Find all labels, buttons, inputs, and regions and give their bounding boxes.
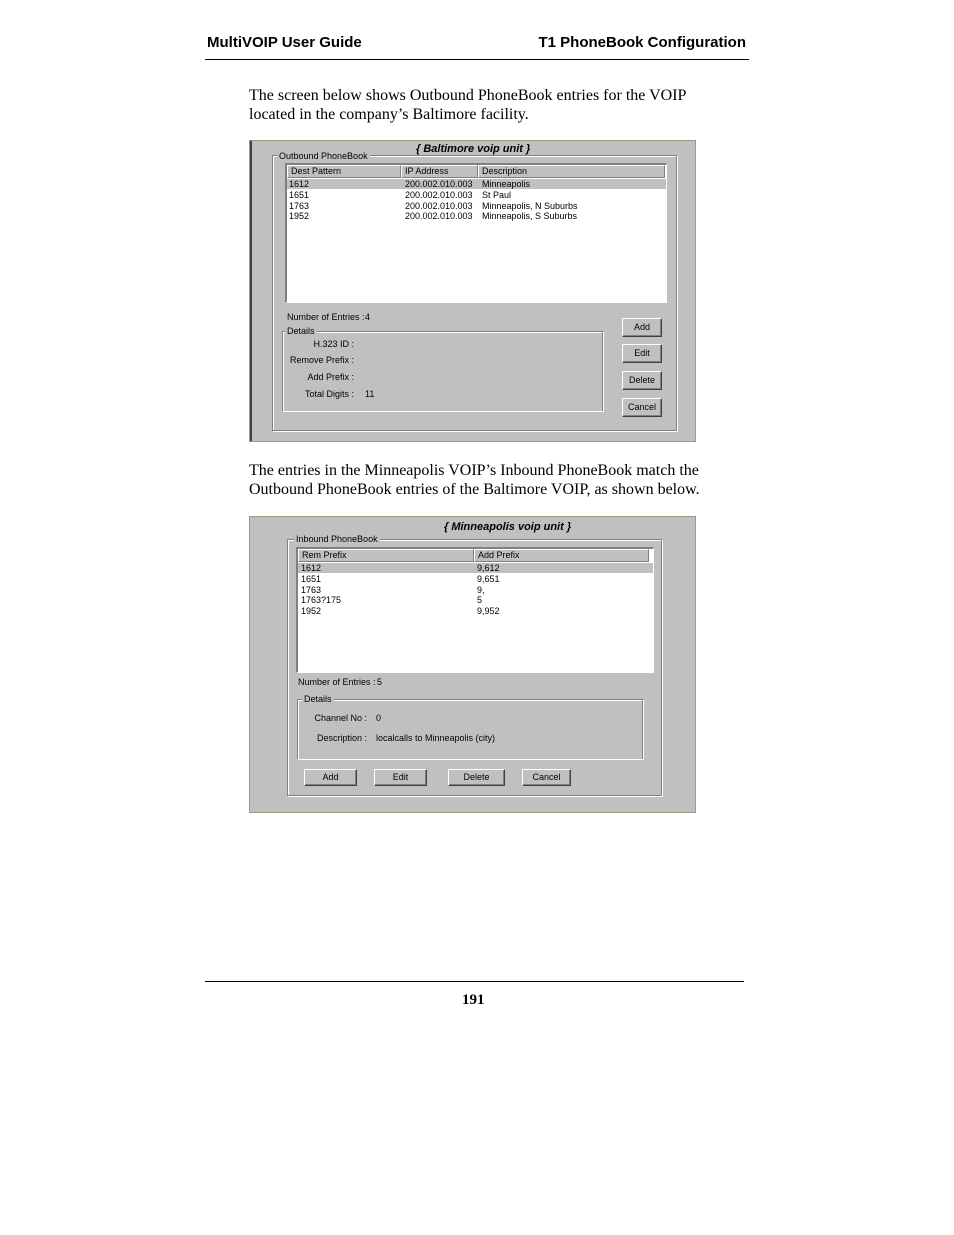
- table-row[interactable]: 1952 9,952: [301, 606, 500, 616]
- edit-button[interactable]: Edit: [622, 344, 662, 363]
- edit-button[interactable]: Edit: [374, 769, 427, 786]
- inbound-list[interactable]: [296, 547, 654, 673]
- channel-no-value: 0: [376, 713, 382, 723]
- inbound-details-group: [297, 699, 643, 759]
- middle-paragraph: The entries in the Minneapolis VOIP’s Inbound PhoneBook match the Outbound PhoneBook entries of the Baltimore VOIP, as shown below.: [249, 462, 700, 498]
- cancel-button[interactable]: Cancel: [522, 769, 571, 786]
- table-row[interactable]: 1763 200.002.010.003 Minneapolis, N Suburbs: [289, 201, 578, 211]
- footer-rule: [205, 981, 744, 982]
- inbound-group-label: Inbound PhoneBook: [296, 534, 378, 544]
- outbound-group-label: Outbound PhoneBook: [279, 151, 368, 161]
- delete-button[interactable]: Delete: [622, 371, 662, 390]
- column-add-prefix[interactable]: Add Prefix: [474, 549, 649, 562]
- inbound-title: { Minneapolis voip unit }: [444, 521, 572, 533]
- outbound-list[interactable]: [285, 163, 667, 303]
- inbound-entries-label: Number of Entries :: [298, 677, 376, 687]
- table-row[interactable]: 1952 200.002.010.003 Minneapolis, S Suburbs: [289, 211, 578, 221]
- header-right: T1 PhoneBook Configuration: [538, 34, 746, 51]
- description-value: localcalls to Minneapolis (city): [376, 733, 496, 743]
- outbound-entries-value: 4: [365, 312, 371, 322]
- table-row[interactable]: 1651 200.002.010.003 St Paul: [289, 190, 512, 200]
- outbound-details-label: Details: [287, 326, 315, 336]
- intro-paragraph: The screen below shows Outbound PhoneBook entries for the VOIP located in the company’s Baltimore facility.: [249, 87, 686, 123]
- table-row[interactable]: 1612 200.002.010.003 Minneapolis: [287, 179, 666, 189]
- add-button[interactable]: Add: [304, 769, 357, 786]
- outbound-entries-label: Number of Entries :: [287, 312, 365, 322]
- inbound-entries-value: 5: [377, 677, 383, 687]
- inbound-screenshot: [249, 516, 696, 813]
- column-dest-pattern[interactable]: Dest Pattern: [287, 165, 401, 178]
- total-digits-label: Total Digits :: [304, 389, 354, 399]
- add-prefix-label: Add Prefix :: [307, 372, 354, 382]
- column-ip-address[interactable]: IP Address: [401, 165, 478, 178]
- total-digits-value: 11: [365, 389, 375, 399]
- table-row[interactable]: 1763?175 5: [301, 595, 483, 605]
- cancel-button[interactable]: Cancel: [622, 398, 662, 417]
- remove-prefix-label: Remove Prefix :: [289, 355, 354, 365]
- header-left: MultiVOIP User Guide: [207, 34, 362, 51]
- window-edge: [250, 141, 252, 441]
- delete-button[interactable]: Delete: [448, 769, 505, 786]
- table-row[interactable]: 1651 9,651: [301, 574, 500, 584]
- column-description[interactable]: Description: [478, 165, 665, 178]
- add-button[interactable]: Add: [622, 318, 662, 337]
- column-rem-prefix[interactable]: Rem Prefix: [298, 549, 474, 562]
- table-row[interactable]: 1612 9,612: [298, 563, 653, 573]
- inbound-details-label: Details: [304, 694, 332, 704]
- h323-id-label: H.323 ID :: [313, 339, 354, 349]
- description-label: Description :: [316, 733, 367, 743]
- header-rule: [205, 59, 749, 60]
- table-row[interactable]: 1763 9,: [301, 585, 485, 595]
- outbound-screenshot: [249, 140, 696, 442]
- channel-no-label: Channel No :: [314, 713, 367, 723]
- page-number: 191: [462, 992, 485, 1008]
- outbound-title: { Baltimore voip unit }: [416, 143, 531, 155]
